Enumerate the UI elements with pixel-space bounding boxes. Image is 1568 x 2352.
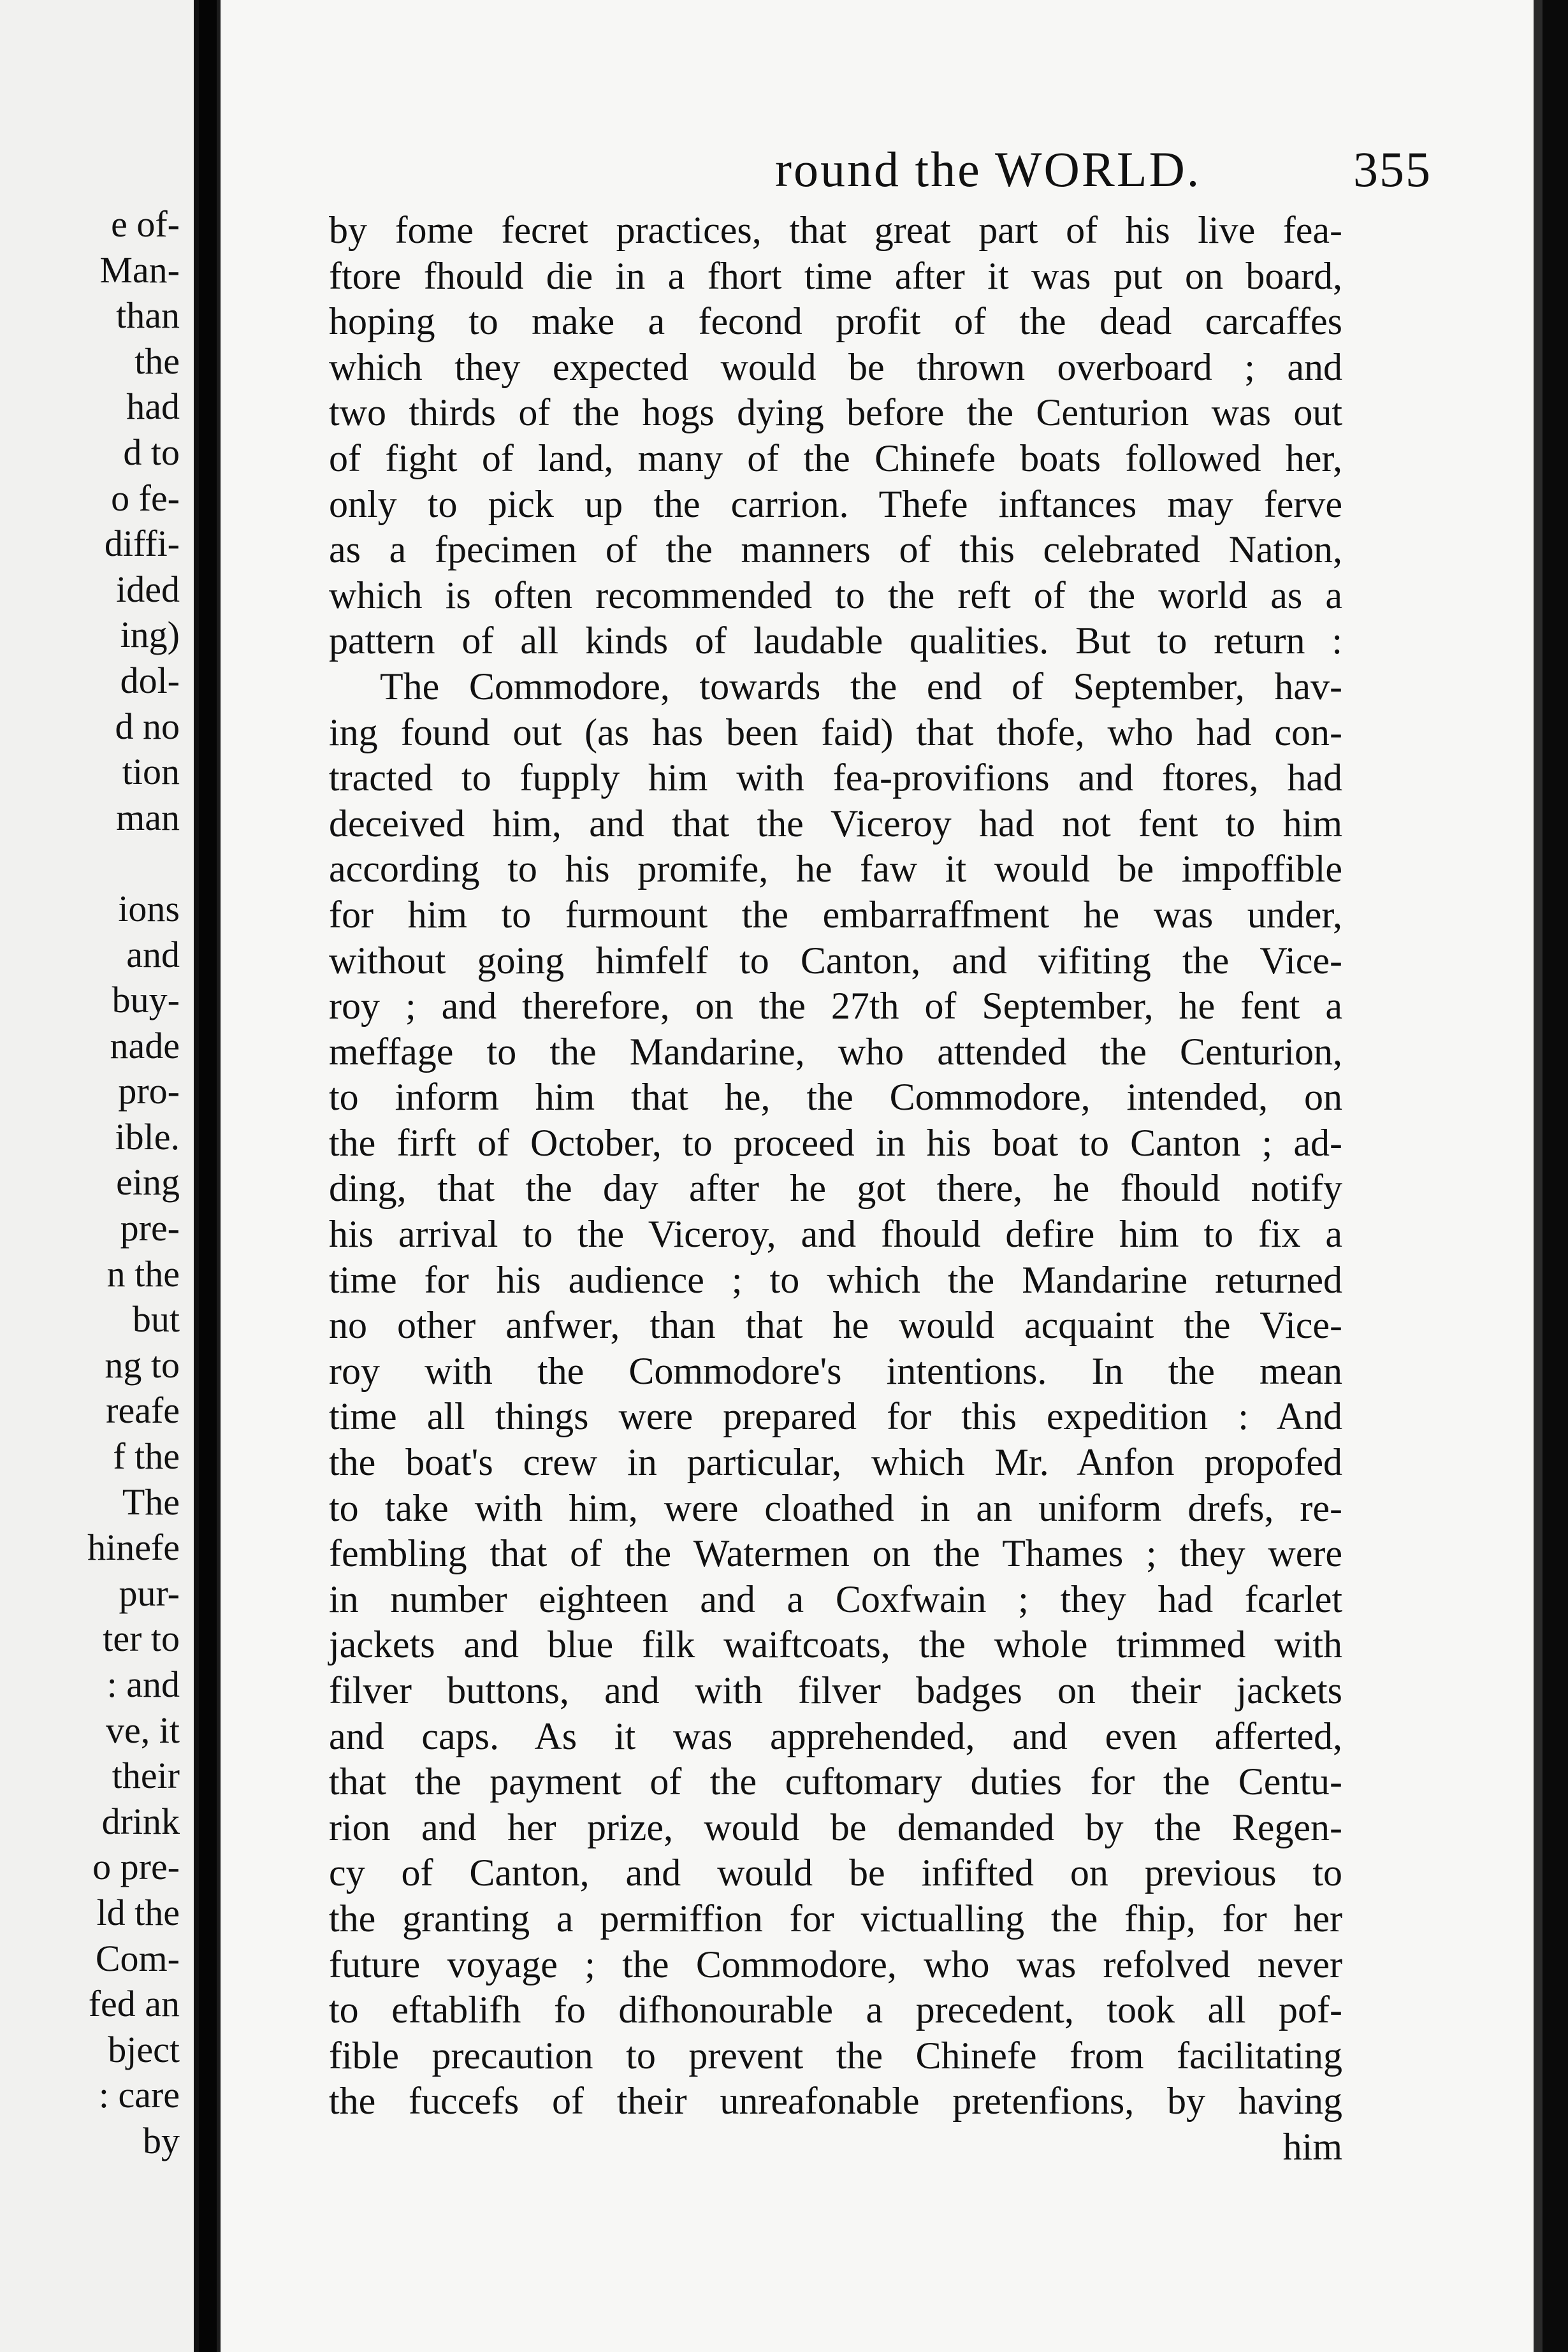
text-line: that the payment of the cuftomary duties for the Centu- (329, 1760, 1342, 1803)
left-fragment-line: and (126, 933, 180, 975)
left-fragment-line: diffi- (104, 523, 180, 565)
text-line: the fuccefs of their unreafonable pretenfions, by having (329, 2080, 1342, 2123)
left-fragment-line: than (116, 294, 180, 337)
left-fragment-line: o pre- (92, 1846, 180, 1888)
text-line: to eftablifh fo difhonourable a precedent, took all pof- (329, 1989, 1342, 2031)
left-fragment-line: had (126, 386, 180, 428)
text-line: filver buttons, and with filver badges on their jackets (329, 1669, 1342, 1711)
text-line: tracted to fupply him with fea-provifions and ftores, had (329, 757, 1342, 799)
left-page-text (87, 201, 180, 2164)
page-number: 355 (1353, 142, 1432, 197)
text-line: and caps. As it was apprehended, and even afferted, (329, 1715, 1342, 1757)
left-fragment-line: but (132, 1298, 180, 1340)
left-fragment-line: : and (106, 1664, 180, 1705)
left-fragment-line: pro- (118, 1070, 180, 1112)
text-line: the granting a permiffion for victualling the fhip, for her (329, 1897, 1342, 1940)
body-text (329, 208, 1342, 2170)
text-line: to take with him, were cloathed in an uniform drefs, re- (329, 1486, 1342, 1529)
left-fragment-line: ions (118, 887, 180, 929)
text-line: by fome fecret practices, that great part of his live fea- (329, 209, 1342, 251)
left-fragment-line: ng to (105, 1344, 180, 1386)
text-line: rion and her prize, would be demanded by the Regen- (329, 1806, 1342, 1848)
left-fragment-line: buy- (112, 979, 180, 1021)
text-line: as a fpecimen of the manners of this celebrated Nation, (329, 528, 1342, 571)
text-line: deceived him, and that the Viceroy had not fent to him (329, 802, 1342, 845)
left-fragment-line: tion (122, 751, 180, 793)
left-fragment-line: their (112, 1755, 180, 1797)
book-gutter (199, 0, 217, 2352)
text-line: time all things were prepared for this expedition : And (329, 1395, 1342, 1438)
text-line: which they expected would be thrown overboard ; and (329, 345, 1342, 388)
text-line: his arrival to the Viceroy, and fhould defire him to fix a (329, 1213, 1342, 1256)
left-fragment-line: d no (115, 705, 180, 747)
text-line: ing found out (as has been faid) that thofe, who had con- (329, 711, 1342, 753)
text-line: of fight of land, many of the Chinefe boats followed her, (329, 437, 1342, 479)
left-fragment-line: man (116, 796, 180, 838)
left-fragment-line: d to (123, 431, 180, 473)
text-line: according to his promife, he faw it would be impoffible (329, 848, 1342, 890)
left-fragment-line: f the (113, 1435, 180, 1477)
text-line: no other anfwer, than that he would acquaint the Vice- (329, 1304, 1342, 1347)
left-fragment-line: dol- (120, 659, 180, 701)
left-fragment-line: drink (101, 1800, 180, 1842)
left-fragment-line (87, 840, 180, 886)
left-fragment-line: nade (110, 1024, 180, 1066)
left-fragment-line: ter to (103, 1618, 180, 1660)
left-fragment-line: ible. (115, 1115, 180, 1158)
text-line: to inform him that he, the Commodore, intended, on (329, 1076, 1342, 1119)
text-line: for him to furmount the embarraffment he was under, (329, 893, 1342, 936)
text-line: pattern of all kinds of laudable qualities. But to return : (329, 620, 1342, 662)
text-line: hoping to make a fecond profit of the dead carcaffes (329, 300, 1342, 343)
left-fragment-line: by (143, 2119, 180, 2161)
text-line: time for his audience ; to which the Mandarine returned (329, 1258, 1342, 1301)
text-line: The Commodore, towards the end of September, hav- (380, 665, 1342, 708)
left-fragment-line: reafe (106, 1390, 180, 1432)
left-fragment-line: ve, it (106, 1709, 180, 1751)
left-fragment-line: e of- (111, 203, 180, 245)
text-line: which is often recommended to the reft of the world as a (329, 574, 1342, 616)
text-line: fible precaution to prevent the Chinefe from facilitating (329, 2034, 1342, 2077)
left-fragment-line: ld the (96, 1891, 180, 1933)
left-fragment-line: : care (98, 2074, 180, 2116)
left-fragment-line: ided (116, 568, 180, 610)
left-fragment-line: fed an (88, 1983, 180, 2025)
text-line: roy with the Commodore's intentions. In the mean (329, 1349, 1342, 1392)
text-line: only to pick up the carrion. Thefe inftances may ferve (329, 483, 1342, 525)
text-line: jackets and blue filk waiftcoats, the whole trimmed with (329, 1623, 1342, 1666)
left-fragment-line: pur- (119, 1572, 180, 1614)
left-fragment-line: Man- (99, 249, 180, 291)
text-line: future voyage ; the Commodore, who was refolved never (329, 1943, 1342, 1985)
page-header (335, 138, 1457, 208)
text-line: in number eighteen and a Coxfwain ; they had fcarlet (329, 1578, 1342, 1620)
right-page (217, 0, 1543, 2352)
left-fragment-line: the (134, 340, 180, 382)
text-line: cy of Canton, and would be infifted on previous to (329, 1852, 1342, 1894)
catchword: him (1282, 2125, 1342, 2168)
text-line: two thirds of the hogs dying before the Centurion was out (329, 391, 1342, 434)
left-fragment-line: o fe- (111, 477, 180, 519)
text-line: roy ; and therefore, on the 27th of September, he fent a (329, 985, 1342, 1027)
left-fragment-line: pre- (120, 1207, 180, 1249)
page-edge (1543, 0, 1568, 2352)
left-fragment-line: hinefe (87, 1527, 180, 1569)
left-fragment-line: bject (108, 2028, 180, 2070)
text-line: the boat's crew in particular, which Mr. Anfon propofed (329, 1441, 1342, 1484)
left-page (0, 0, 199, 2352)
text-line: ding, that the day after he got there, he fhould notify (329, 1167, 1342, 1210)
text-line: fembling that of the Watermen on the Thames ; they were (329, 1532, 1342, 1575)
left-fragment-line: The (122, 1481, 180, 1523)
text-line: meffage to the Mandarine, who attended the Centurion, (329, 1030, 1342, 1073)
running-title: round the WORLD. (775, 142, 1201, 197)
text-line: the firft of October, to proceed in his boat to Canton ; ad- (329, 1121, 1342, 1164)
left-fragment-line: Com- (95, 1937, 180, 1979)
left-fragment-line: eing (116, 1161, 180, 1203)
left-fragment-line: ing) (120, 614, 180, 656)
text-line: without going himfelf to Canton, and vifiting the Vice- (329, 939, 1342, 982)
left-fragment-line: n the (106, 1252, 180, 1295)
text-line: ftore fhould die in a fhort time after it was put on board, (329, 254, 1342, 297)
